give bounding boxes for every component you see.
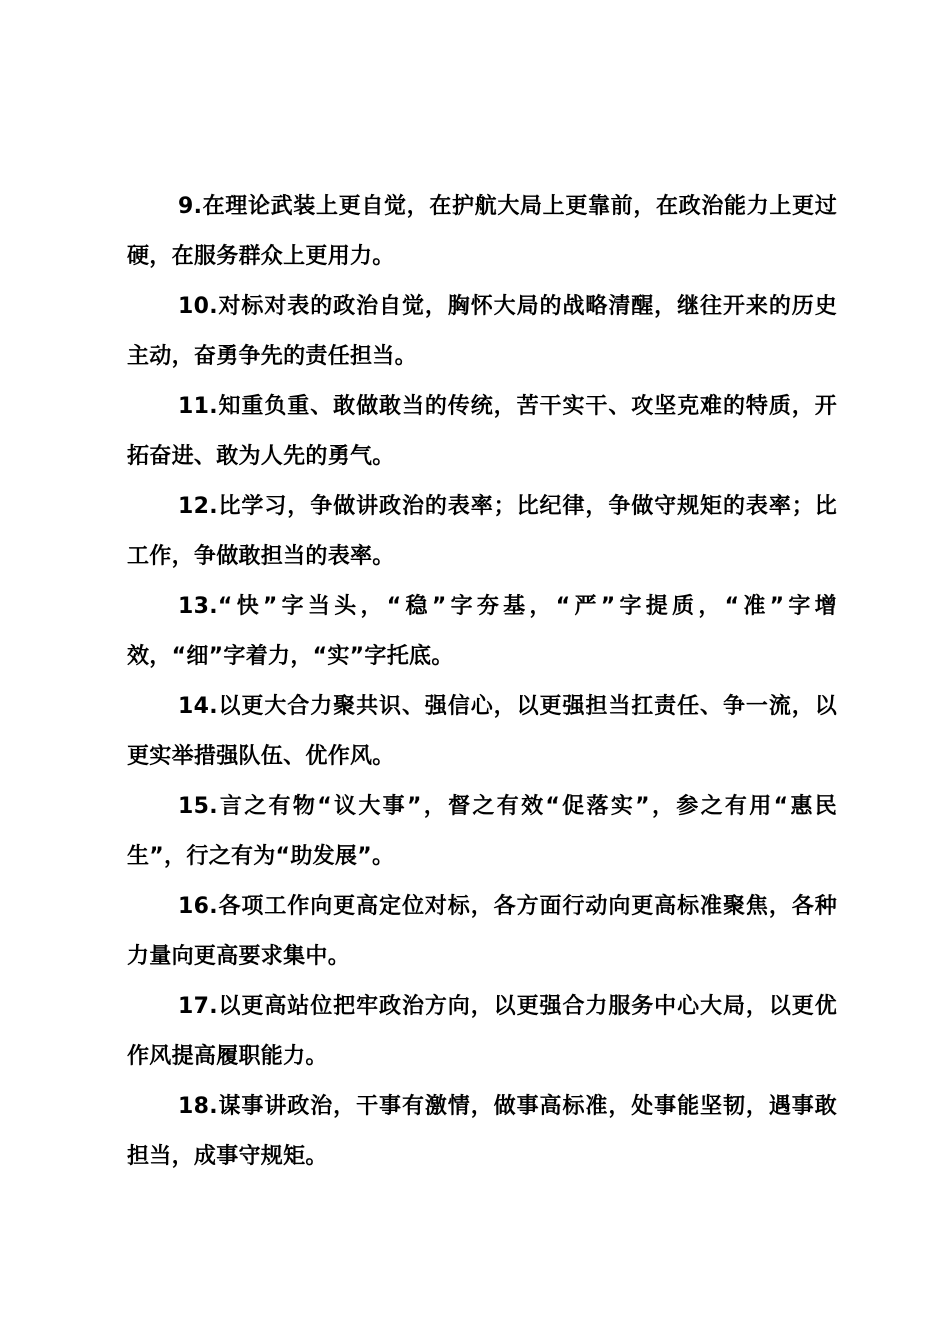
document-body [127,182,837,1182]
paragraph-9: 9.在理论武装上更自觉，在护航大局上更靠前，在政治能力上更过硬，在服务群众上更用力。 [127,194,837,269]
paragraph-13: 13.“快”字当头，“稳”字夯基，“严”字提质，“准”字增效，“细”字着力，“实”字托底。 [127,594,837,669]
paragraph-11: 11.知重负重、敢做敢当的传统，苦干实干、攻坚克难的特质，开拓奋进、敢为人先的勇气。 [127,394,837,469]
paragraph-10: 10.对标对表的政治自觉，胸怀大局的战略清醒，继往开来的历史主动，奋勇争先的责任担当。 [127,294,837,369]
paragraph-16: 16.各项工作向更高定位对标，各方面行动向更高标准聚焦，各种力量向更高要求集中。 [127,894,837,969]
paragraph-18: 18.谋事讲政治，干事有激情，做事高标准，处事能坚韧，遇事敢担当，成事守规矩。 [127,1094,837,1169]
paragraph-14: 14.以更大合力聚共识、强信心，以更强担当扛责任、争一流，以更实举措强队伍、优作风。 [127,694,837,769]
paragraph-12: 12.比学习，争做讲政治的表率；比纪律，争做守规矩的表率；比工作，争做敢担当的表率。 [127,494,837,569]
paragraph-15: 15.言之有物“议大事”，督之有效“促落实”，参之有用“惠民生”，行之有为“助发展”。 [127,794,837,869]
paragraph-17: 17.以更高站位把牢政治方向，以更强合力服务中心大局，以更优作风提高履职能力。 [127,994,837,1069]
